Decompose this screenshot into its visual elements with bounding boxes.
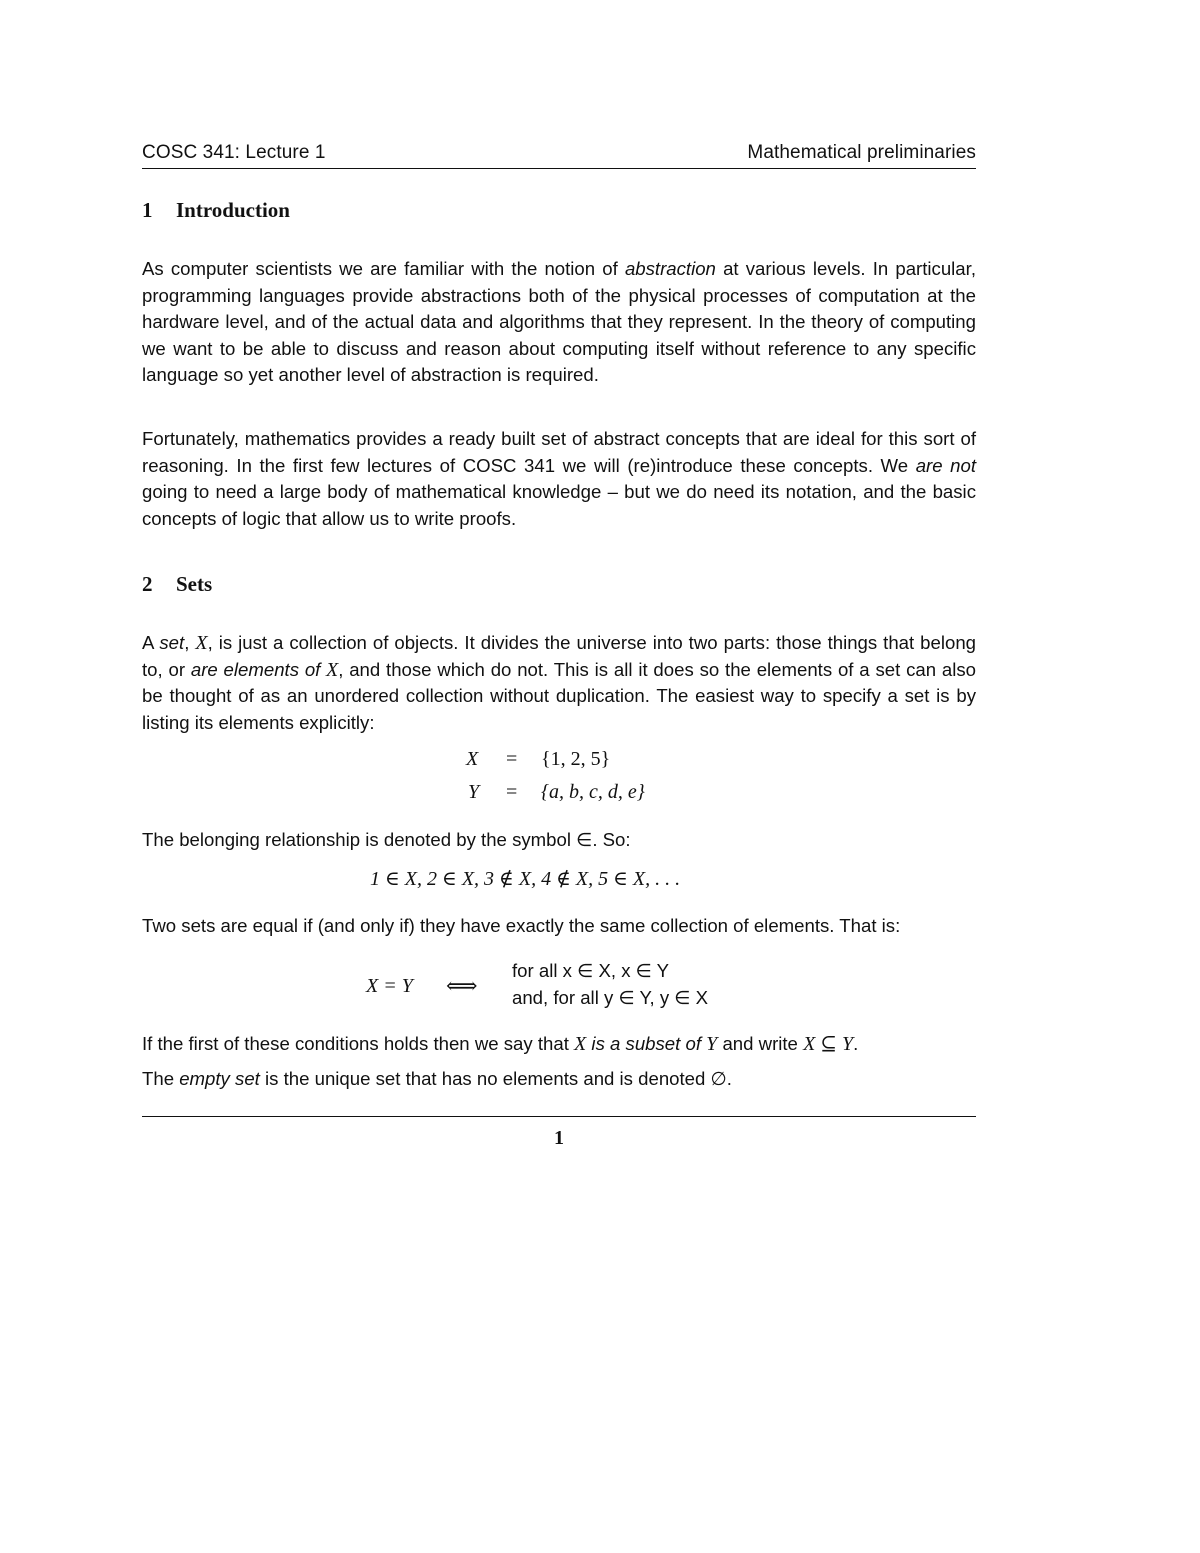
text-run: at various levels. In particular, programming languages provide abstractions both of the physical processes of computation at the hardware level, and of the actual data and algorithms that they represent. In the theory of computing we want to be able to discuss and reason about computing itself without reference to any specific language so yet another level of abstraction is required.: [142, 258, 976, 386]
text-run: and write: [717, 1033, 804, 1054]
emphasis-empty-set: empty set: [179, 1068, 260, 1089]
intro-paragraph-2: [142, 426, 976, 532]
section-title-text: Sets: [176, 572, 213, 596]
footer-rule: [142, 1116, 976, 1117]
equation-rhs: {1, 2, 5}: [541, 748, 611, 770]
text-run: A: [142, 632, 160, 653]
equation-lhs: X = Y: [366, 975, 413, 997]
emphasis-are-not: are not: [915, 454, 977, 476]
text-run: As computer scientists we are familiar with the notion of: [142, 258, 625, 279]
math-variable: Y: [706, 1033, 718, 1055]
header-rule: [142, 168, 976, 169]
equation-lhs: X: [466, 748, 479, 770]
emphasis-subset: is a subset of: [586, 1033, 707, 1054]
math-variable: X: [574, 1033, 587, 1055]
text-run: If the first of these conditions holds then we say that: [142, 1033, 575, 1054]
section-title-text: Introduction: [176, 198, 290, 222]
text-run: going to need a large body of mathematical knowledge – but we do need its notation, and the basic concepts of logic that allow us to write proofs.: [142, 481, 976, 529]
equation-condition-2: and, for all y ∈ Y, y ∈ X: [512, 987, 709, 1008]
text-run: , and those which do not. This is all it does so the elements of a set can also be thought of as an unordered collection without duplication. The easiest way to specify a set is by listing its elements explicitly:: [142, 658, 976, 733]
header-topic: Mathematical preliminaries: [747, 142, 976, 163]
equation-row: [0, 781, 1200, 811]
section-number: 2: [142, 572, 153, 596]
emphasis-set: set: [159, 632, 185, 653]
sets-paragraph-2: [142, 827, 976, 854]
sets-paragraph-3: [142, 913, 976, 940]
equation-relation: ⟺: [446, 973, 478, 998]
text-run: Fortunately, mathematics provides a ready built set of abstract concepts that are ideal for this sort of reasoning. In the first few lectures of COSC 341 we will (re)introduce these concepts. We: [142, 428, 976, 476]
math-variable: X: [320, 658, 339, 681]
text-run: , is just a collection of objects. It divides the universe into two parts: those things that belong to, or: [142, 632, 977, 680]
intro-paragraph-1: [142, 256, 976, 389]
text-run: Two sets are equal if (and only if) they have exactly the same collection of elements. That is:: [142, 915, 901, 936]
emphasis-are-elements-of: are elements of: [190, 658, 321, 680]
math-variable: X: [195, 632, 208, 654]
sets-paragraph-5: [142, 1066, 976, 1093]
header-course-title: COSC 341: Lecture 1: [142, 142, 326, 163]
text-run: The: [142, 1068, 180, 1089]
text-run: ,: [184, 632, 196, 653]
section-number: 1: [142, 198, 153, 222]
equation-condition-1: for all x ∈ X, x ∈ Y: [512, 960, 670, 981]
emphasis-abstraction: abstraction: [624, 258, 716, 279]
equation-set-listing: [0, 748, 1200, 812]
equation-membership: 1 ∈ X, 2 ∈ X, 3 ∉ X, 4 ∉ X, 5 ∈ X, . . .: [370, 868, 681, 890]
equation-set-equality: [0, 960, 1200, 1016]
sets-paragraph-1: [142, 630, 976, 736]
text-run: is the unique set that has no elements and is denoted ∅.: [259, 1068, 732, 1089]
equation-rhs: {a, b, c, d, e}: [541, 781, 645, 803]
equation-relation: =: [506, 748, 518, 770]
equation-row: [0, 748, 1200, 778]
text-run: .: [853, 1033, 859, 1054]
equation-lhs: Y: [468, 781, 480, 803]
equation-relation: =: [506, 781, 518, 803]
page-number: 1: [554, 1127, 564, 1149]
text-run: The belonging relationship is denoted by the symbol ∈. So:: [142, 829, 631, 850]
math-expression: X ⊆ Y: [803, 1033, 854, 1055]
section-heading-introduction: [142, 198, 290, 223]
sets-paragraph-4: [142, 1031, 976, 1058]
section-heading-sets: [142, 572, 212, 597]
running-header: [142, 142, 976, 164]
